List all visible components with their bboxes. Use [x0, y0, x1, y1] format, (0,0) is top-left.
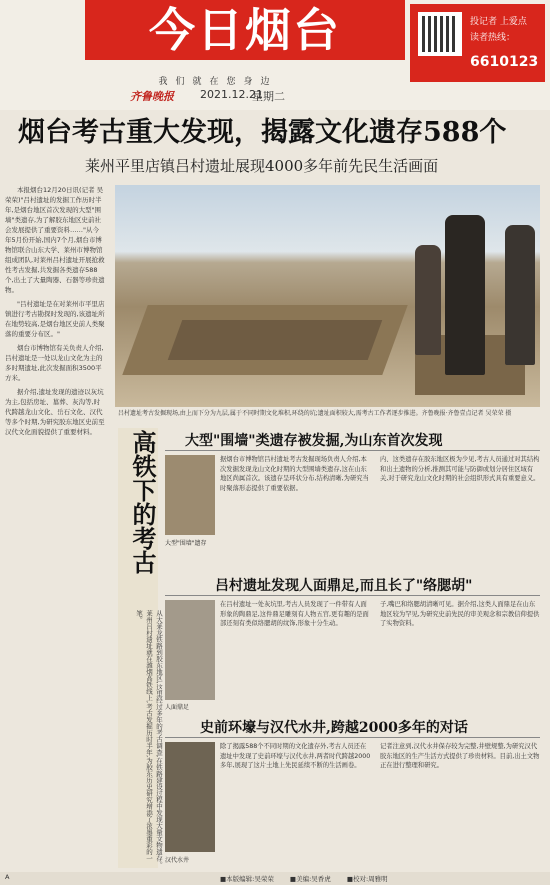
section1-column-2: 内、这类遗存在胶东地区极为少见,考古人员通过对其结构和出土遗物的分析,推测其可能与防御或划分居住区域有关,对于研究龙山文化时期的社会组织形式具有重要意义。 — [380, 456, 540, 482]
paragraph: 烟台市博物馆有关负责人介绍,吕村遗址是一处以龙山文化为主的多时期遗址,此次发掘面积3500平方米。 — [5, 344, 104, 382]
editor-credit: ■本版编辑:吴荣荣 — [220, 875, 274, 883]
section2-column-2: 子,嘴巴和络腮胡清晰可见。据介绍,这类人面鼎足在山东地区较为罕见,为研究史前先民的审美观念和宗教信仰提供了实物资料。 — [380, 601, 540, 627]
image-caption: 人面鼎足 — [165, 704, 190, 711]
designer-credit: ■美编:吴香虎 — [289, 875, 331, 883]
hotline-number: 6610123 — [470, 54, 539, 70]
section-title-2: 吕村遗址发现人面鼎足,而且长了"络腮胡" — [215, 578, 473, 594]
divider — [165, 595, 540, 596]
section-title-1: 大型"围墙"类遗存被发掘,为山东首次发现 — [185, 433, 443, 449]
section3-column-2: 记者注意到,汉代水井保存较为完整,井壁规整,为研究汉代胶东地区的生产生活方式提供了珍贵材料。目前,出土文物正在进行整理和研究。 — [380, 743, 540, 769]
left-article-column — [5, 185, 105, 870]
section-image-3 — [165, 742, 215, 852]
section-title-3: 史前环壕与汉代水井,跨越2000多年的对话 — [200, 720, 468, 736]
qr-code-icon — [418, 12, 462, 56]
paragraph: 据介绍,遗址发现的遗迹以灰坑为主,包括房址、墓葬、灰沟等,时代跨越龙山文化、岳石文化、汉代等多个时期,为研究胶东地区史前至汉代文化面貌提供了重要材料。 — [5, 388, 105, 436]
section2-column-1: 在吕村遗址一处灰坑里,考古人员发现了一件带有人面形象的陶鼎足,这件鼎足雕刻有人物五官,更有趣的是面部还刻有类似络腮胡的纹饰,形象十分生动。 — [220, 601, 369, 627]
sidebar-title: 高铁下的考古 — [128, 430, 157, 574]
sidebar-body: 从大莱龙铁路到胶东地区,这里经过多年的考古调查,在铁路建设过程中发现大量文物遗存。莱州吕村遗址就在潍烟高铁线上,考古发掘历时半年,为胶东历史研究增添了浓墨重彩的一笔。 — [135, 610, 163, 868]
section-image-2 — [165, 600, 215, 700]
hotline-label: 投记者 上爱点 — [470, 17, 527, 27]
subheadline: 莱州平里店镇吕村遗址展现4000多年前先民生活画面 — [85, 157, 439, 175]
image-caption: 大型"围墙"遗存 — [165, 540, 207, 547]
section3-column-1: 除了揭露588个不同时期的文化遗存外,考古人员还在遗址中发现了史前环壕与汉代水井,两者时代跨越2000多年,展现了这片土地上先民延续不断的生活画卷。 — [220, 743, 371, 769]
divider — [165, 450, 540, 451]
paragraph: 本报烟台12月20日讯(记者 吴荣荣)"吕村遗址的发掘工作历时半年,是烟台地区首次发现的大型"围墙"类遗存,为了解胶东地区史前社会发展提供了重要资料……"从今年5月份开始,国内7个月,烟台市博物馆联合山东大学、莱州市博物馆组成团队,对莱州吕村遗址开展抢救性考古发掘,共发掘各类遗存588个,出土了大量陶器、石器等珍贵遗物。 — [5, 186, 105, 294]
divider — [165, 737, 540, 738]
footer — [0, 872, 550, 885]
image-caption: 汉代水井 — [165, 857, 190, 864]
main-photo — [115, 185, 540, 407]
hotline-label-2: 读者热线： — [470, 33, 516, 43]
section1-column-1: 据烟台市博物馆吕村遗址考古发掘现场负责人介绍,本次发掘发现龙山文化时期的大型围墙类遗存,这在山东地区尚属首次。该遗存呈环状分布,结构清晰,为研究当时聚落形态提供了重要依据。 — [220, 456, 369, 492]
slogan: 我们就在您身边 — [158, 77, 278, 87]
proof-credit: ■校对:周雅明 — [346, 875, 388, 883]
paragraph: "吕村遗址是在对莱州市平里店镇进行考古勘探时发现的,该遗址所在地势较高,是烟台地区史前人类聚落的重要分布区。" — [5, 300, 105, 338]
page-number: A — [5, 873, 10, 881]
issue-weekday: 星期二 — [252, 90, 285, 103]
issue-date: 2021.12.21 — [200, 88, 263, 101]
headline: 烟台考古重大发现，揭露文化遗存588个 — [18, 117, 507, 148]
publisher-logo: 齐鲁晚报 — [130, 90, 174, 103]
newspaper-title: 今日烟台 — [85, 0, 405, 60]
photo-caption: 吕村遗址考古发掘现场,由上而下分为九层,属于不同时期文化堆积,环绕的坑;遗址面积较大,需考古工作者逐步推进。齐鲁晚报·齐鲁壹点记者 吴荣荣 摄 — [118, 410, 512, 417]
section-image-1 — [165, 455, 215, 535]
